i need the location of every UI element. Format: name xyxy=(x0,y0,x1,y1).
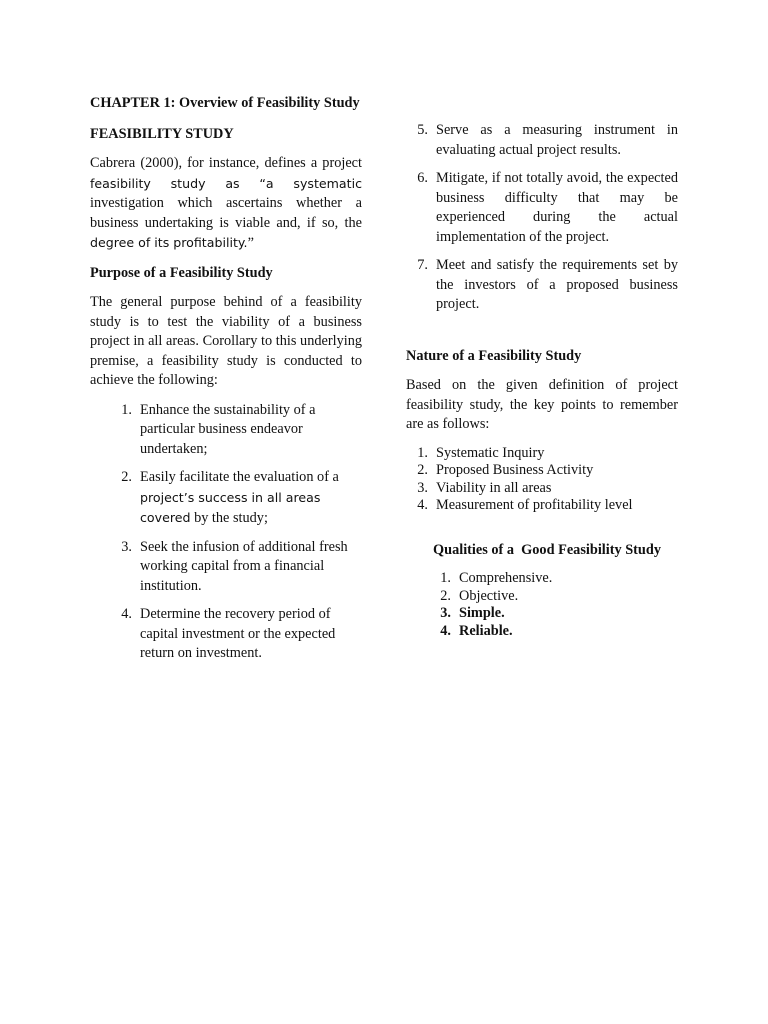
list-text: Comprehensive. xyxy=(459,570,553,586)
list-number: 2. xyxy=(417,462,428,478)
list-text: Measurement of profitability level xyxy=(436,497,633,513)
list-text: Systematic Inquiry xyxy=(436,444,545,461)
nature-list xyxy=(406,445,678,515)
list-item xyxy=(406,570,678,588)
list-text: Mitigate, if not totally avoid, the expected business difficulty that may be experienced during the actual implementation of the project. xyxy=(436,170,678,245)
list-item xyxy=(406,497,678,515)
list-item xyxy=(110,468,362,529)
feasibility-heading: FEASIBILITY STUDY xyxy=(90,125,234,142)
qualities-list xyxy=(406,570,678,640)
list-text-part: Easily facilitate the evaluation of a xyxy=(140,469,339,485)
list-text: Objective. xyxy=(459,587,519,604)
list-item xyxy=(406,256,678,315)
list-number: 2. xyxy=(121,469,132,485)
purpose-paragraph: The general purpose behind of a feasibility study is to test the viability of a business project in all areas. Corollary to this underlying premise, a feasibility study is conducted to achieve the following: xyxy=(90,294,362,388)
list-item xyxy=(406,445,678,463)
definition-paragraph xyxy=(90,154,362,254)
list-number: 7. xyxy=(417,257,428,273)
list-text: Seek the infusion of additional fresh working capital from a financial institution. xyxy=(140,538,348,594)
list-text: Simple. xyxy=(459,605,505,621)
list-item xyxy=(406,169,678,247)
list-number: 3. xyxy=(121,538,132,555)
list-item xyxy=(406,480,678,498)
list-text: Viability in all areas xyxy=(436,479,552,496)
list-number: 4. xyxy=(440,622,451,639)
list-item xyxy=(406,588,678,606)
chapter-title: CHAPTER 1: Overview of Feasibility Study xyxy=(90,95,360,111)
purpose-heading: Purpose of a Feasibility Study xyxy=(90,264,273,281)
list-number: 4. xyxy=(121,606,132,622)
definition-text-1: Cabrera (2000), for instance, defines a project xyxy=(90,155,362,171)
list-text: Serve as a measuring instrument in evaluating actual project results. xyxy=(436,122,678,158)
definition-text-5: ” xyxy=(247,235,254,251)
list-number: 5. xyxy=(417,122,428,138)
list-number: 4. xyxy=(417,497,428,513)
right-column xyxy=(406,121,678,640)
purpose-list-continued xyxy=(406,121,678,315)
definition-text-4: degree of its profitability. xyxy=(90,235,248,250)
list-text-part: by the study; xyxy=(194,510,268,526)
nature-paragraph: Based on the given definition of project feasibility study, the key points to remember are as follows: xyxy=(406,377,678,432)
list-number: 1. xyxy=(121,401,132,418)
list-number: 3. xyxy=(440,605,451,621)
list-item xyxy=(406,605,678,623)
definition-text-3: investigation which ascertains whether a business undertaking is viable and, if so, the xyxy=(90,195,362,231)
left-column xyxy=(90,94,362,673)
list-item xyxy=(110,538,362,597)
list-item xyxy=(110,605,362,664)
list-text: Determine the recovery period of capital investment or the expected return on investment. xyxy=(140,606,336,661)
list-text: Reliable. xyxy=(459,622,513,639)
nature-heading: Nature of a Feasibility Study xyxy=(406,347,582,364)
list-text-part: project’s success in all areas covered xyxy=(140,489,321,525)
list-text: Enhance the sustainability of a particular business endeavor undertaken; xyxy=(140,401,316,457)
list-text xyxy=(140,468,362,529)
list-number: 2. xyxy=(440,587,451,604)
list-number: 1. xyxy=(417,444,428,461)
definition-text-2: feasibility study as “a systematic xyxy=(90,175,362,191)
qualities-heading: Qualities of a Good Feasibility Study xyxy=(433,541,661,558)
list-number: 6. xyxy=(417,170,428,186)
list-text: Proposed Business Activity xyxy=(436,462,594,478)
list-item xyxy=(406,462,678,480)
list-item xyxy=(406,121,678,160)
list-item xyxy=(406,623,678,641)
list-number: 1. xyxy=(440,570,451,586)
list-item xyxy=(110,401,362,460)
list-number: 3. xyxy=(417,479,428,496)
purpose-list xyxy=(110,401,362,664)
list-text: Meet and satisfy the requirements set by the investors of a proposed business project. xyxy=(436,257,678,312)
